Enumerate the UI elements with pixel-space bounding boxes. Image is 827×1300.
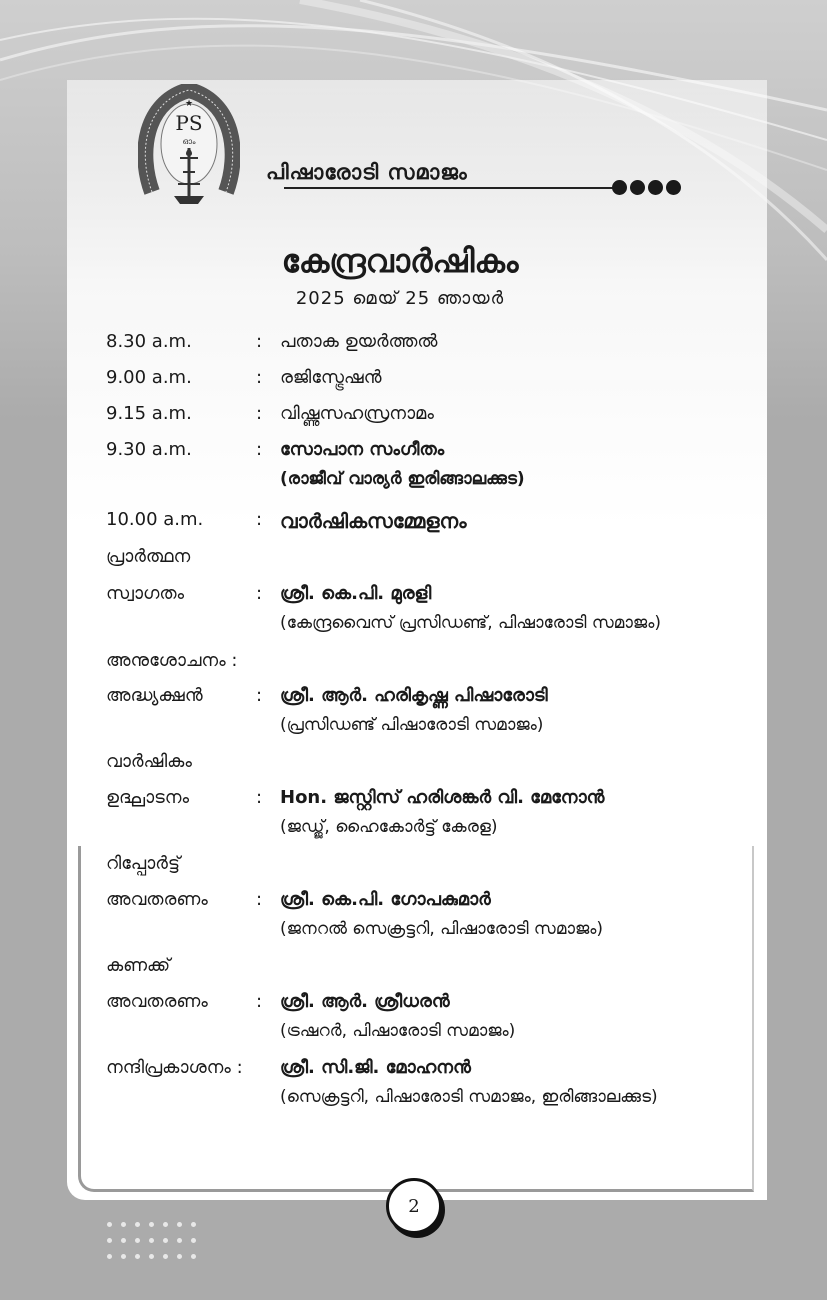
row-value: വിഷ്ണുസഹസ്രനാമം <box>280 403 434 424</box>
row-colon: : <box>256 331 263 352</box>
row-colon: : <box>256 889 263 910</box>
event-date: 2025 മെയ് 25 ഞായർ <box>295 288 505 309</box>
row-colon: : <box>256 509 263 530</box>
row-value: ശ്രീ. കെ.പി. ഗോപകുമാർ <box>280 889 491 910</box>
row-label: 8.30 a.m. <box>106 331 192 352</box>
page-number: 2 <box>386 1178 442 1234</box>
row-colon: : <box>256 403 263 424</box>
row-label: 9.00 a.m. <box>106 367 192 388</box>
row-value: ശ്രീ. ആർ. ഹരികൃഷ്ണ പിഷാരോടി <box>280 685 548 706</box>
row-value: ശ്രീ. സി.ജി. മോഹനൻ <box>280 1057 471 1078</box>
row-value: Hon. ജസ്റ്റിസ് ഹരിശങ്കർ വി. മേനോൻ <box>280 787 605 808</box>
row-value: സോപാന സംഗീതം <box>280 439 445 460</box>
row-value: ശ്രീ. ആർ. ശ്രീധരൻ <box>280 991 450 1012</box>
row-value: വാർഷികസമ്മേളനം <box>280 509 467 533</box>
row-colon: : <box>256 991 263 1012</box>
row-label: ഉദ്ഘാടനം <box>106 787 189 808</box>
row-colon: : <box>256 583 263 604</box>
row-colon: : <box>256 439 263 460</box>
row-value: രജിസ്ട്രേഷൻ <box>280 367 382 388</box>
row-subtext: (കേന്ദ്രവൈസ് പ്രസിഡണ്ട്, പിഷാരോടി സമാജം) <box>280 613 661 633</box>
row-label: അവതരണം <box>106 889 208 910</box>
row-label: അദ്ധ്യക്ഷൻ <box>106 685 203 706</box>
row-label: കണക്ക് <box>106 955 171 976</box>
header-dot <box>648 180 663 195</box>
row-subtext: (ജനറൽ സെക്രട്ടറി, പിഷാരോടി സമാജം) <box>280 919 604 939</box>
samajam-emblem-logo <box>138 84 240 214</box>
row-label: അവതരണം <box>106 991 208 1012</box>
row-label: വാർഷികം <box>106 751 192 772</box>
header-dots <box>612 180 681 195</box>
page-title: കേന്ദ്രവാർഷികം <box>281 242 519 280</box>
row-value: പതാക ഉയർത്തൽ <box>280 331 438 352</box>
row-colon: : <box>256 685 263 706</box>
svg-text:★: ★ <box>184 99 194 109</box>
row-colon: : <box>256 367 263 388</box>
header-dot <box>612 180 627 195</box>
emblem-om: ഓം <box>182 137 196 146</box>
row-value: ശ്രീ. കെ.പി. മുരളി <box>280 583 432 604</box>
row-label: 9.15 a.m. <box>106 403 192 424</box>
row-label: അനുശോചനം : <box>106 650 238 671</box>
emblem-monogram: PS <box>175 111 203 135</box>
header-dot <box>666 180 681 195</box>
decorative-dot-grid <box>107 1222 207 1272</box>
row-subtext: (പ്രസിഡണ്ട് പിഷാരോടി സമാജം) <box>280 715 544 735</box>
organization-name: പിഷാരോടി സമാജം <box>266 160 468 184</box>
header-dot <box>630 180 645 195</box>
row-subtext: (ജഡ്ജ്, ഹൈകോർട്ട് കേരള) <box>280 817 498 837</box>
header-rule <box>284 187 614 189</box>
row-label: പ്രാർത്ഥന <box>106 546 191 567</box>
row-subtext: (രാജീവ് വാര്യർ ഇരിങ്ങാലക്കുട) <box>280 469 525 489</box>
row-label: റിപ്പോർട്ട് <box>106 853 180 874</box>
row-label: 10.00 a.m. <box>106 509 204 530</box>
row-subtext: (സെക്രട്ടറി, പിഷാരോടി സമാജം, ഇരിങ്ങാലക്കുട) <box>280 1087 658 1107</box>
row-colon: : <box>256 787 263 808</box>
row-label: 9.30 a.m. <box>106 439 192 460</box>
row-label: നന്ദിപ്രകാശനം : <box>106 1057 243 1078</box>
row-subtext: (ട്രഷറർ, പിഷാരോടി സമാജം) <box>280 1021 516 1041</box>
row-label: സ്വാഗതം <box>106 583 185 604</box>
